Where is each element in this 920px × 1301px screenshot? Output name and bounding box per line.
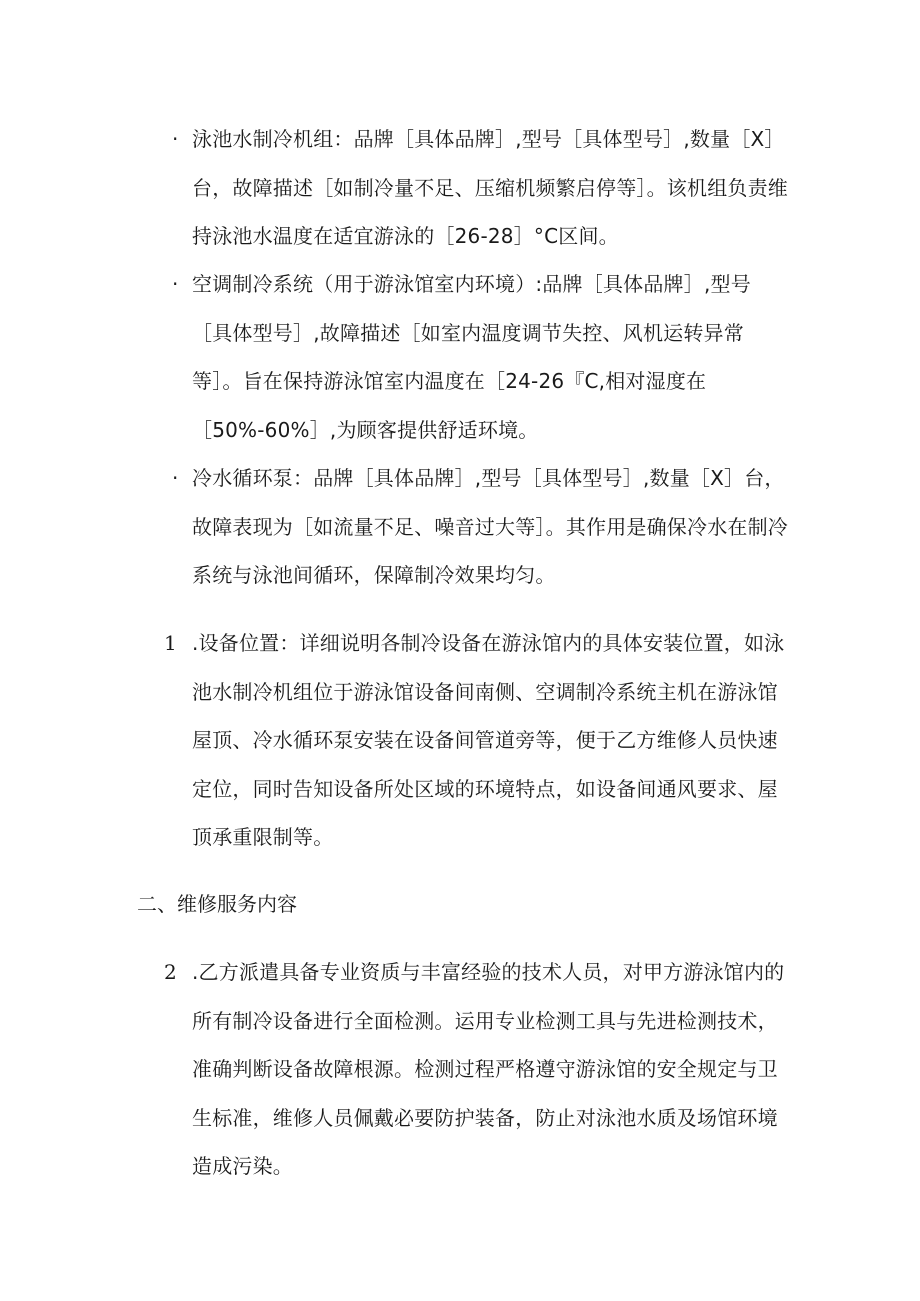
item-paragraph-equipment-location: .设备位置：详细说明各制冷设备在游泳馆内的具体安装位置，如泳池水制冷机组位于游泳馆设备间南侧、空调制冷系统主机在游泳馆屋顶、冷水循环泵安装在设备间管道旁等，便于乙方维修人员快速定位，同时告知设备所处区域的环境特点，如设备间通风要求、屋顶承重限制等。: [192, 631, 785, 850]
bullet-marker: ·: [172, 272, 179, 296]
item-number: 1: [164, 631, 177, 655]
item-paragraph-inspection: .乙方派遣具备专业资质与丰富经验的技术人员，对甲方游泳馆内的所有制冷设备进行全面检测。运用专业检测工具与先进检测技术，准确判断设备故障根源。检测过程严格遵守游泳馆的安全规定与卫生标准，维修人员佩戴必要防护装备，防止对泳池水质及场馆环境造成污染。: [192, 960, 785, 1179]
item-number: 2: [164, 960, 177, 984]
section-heading: 二、维修服务内容: [137, 892, 297, 916]
bullet-paragraph-pool-chiller: 泳池水制冷机组：品牌［具体品牌］,型号［具体型号］,数量［X］台，故障描述［如制冷量不足、压缩机频繁启停等］。该机组负责维持泳池水温度在适宜游泳的［26-28］°C区间。: [192, 127, 788, 249]
bullet-paragraph-ac-system: 空调制冷系统（用于游泳馆室内环境）:品牌［具体品牌］,型号［具体型号］,故障描述［如室内温度调节失控、风机运转异常等］。旨在保持游泳馆室内温度在［24-26『C,相对湿度在［50%-60%］,为顾客提供舒适环境。: [192, 272, 751, 442]
bullet-paragraph-circulation-pump: 冷水循环泵：品牌［具体品牌］,型号［具体型号］,数量［X］台，故障表现为［如流量不足、噪音过大等］。其作用是确保冷水在制冷系统与泳池间循环，保障制冷效果均匀。: [192, 466, 788, 588]
bullet-marker: ·: [172, 127, 179, 151]
bullet-marker: ·: [172, 466, 179, 490]
